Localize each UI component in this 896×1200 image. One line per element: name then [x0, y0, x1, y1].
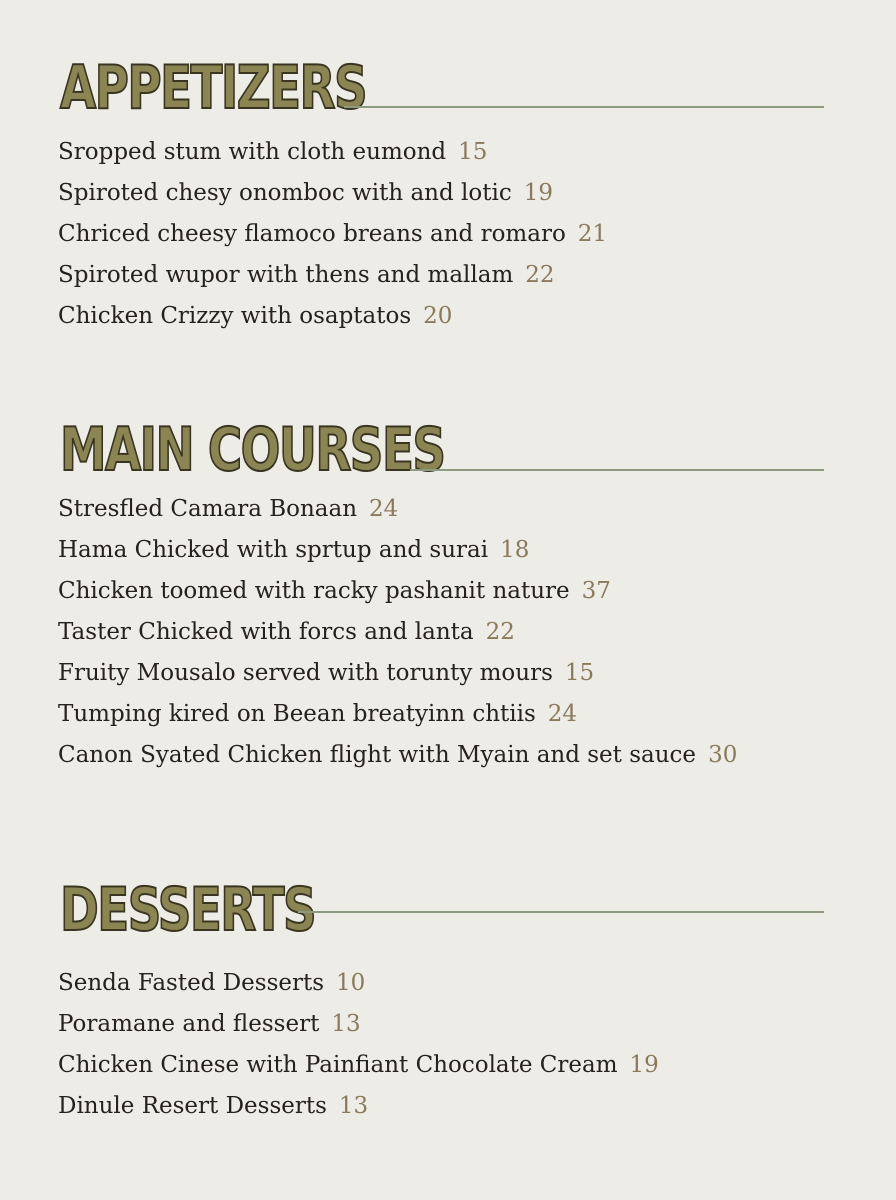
menu-item [58, 694, 737, 735]
menu-item [58, 530, 737, 571]
menu-item-name: Hama Chicked with sprtup and surai [58, 537, 489, 563]
menu-item-name: Spiroted chesy onomboc with and lotic [58, 180, 512, 206]
menu-item-price: 24 [369, 496, 399, 522]
menu-item [58, 1086, 659, 1127]
menu-item-name: Sropped stum with cloth eumond [58, 139, 447, 165]
menu-item [58, 173, 607, 214]
appetizers-divider [344, 106, 824, 108]
menu-item-price: 13 [331, 1011, 361, 1037]
appetizers-heading: APPETIZERS [60, 53, 367, 123]
menu-item-price: 22 [485, 619, 515, 645]
menu-item [58, 1045, 659, 1086]
menu-item [58, 1004, 659, 1045]
menu-item-price: 24 [547, 701, 578, 727]
menu-item [58, 612, 737, 653]
menu-item-price: 15 [458, 139, 488, 165]
appetizers-list [58, 132, 607, 337]
menu-item-price: 10 [336, 970, 366, 996]
menu-item [58, 132, 607, 173]
menu-item-name: Poramane and flessert [58, 1011, 320, 1037]
menu-item [58, 571, 737, 612]
menu-item-price: 18 [500, 537, 530, 563]
main-courses-list [58, 489, 737, 776]
menu-item [58, 653, 737, 694]
menu-item-name: Chicken Crizzy with osaptatos [58, 303, 412, 329]
appetizers-heading-row [60, 53, 824, 123]
desserts-heading: DESSERTS [60, 875, 316, 945]
menu-item-name: Chriced cheesy flamoco breans and romaro [58, 221, 566, 247]
menu-item-price: 21 [577, 221, 608, 247]
menu-item-name: Dinule Resert Desserts [58, 1093, 327, 1119]
menu-item [58, 296, 607, 337]
menu-item-name: Tumping kired on Beean breatyinn chtiis [58, 701, 536, 727]
menu-item-name: Spiroted wupor with thens and mallam [58, 262, 514, 288]
menu-item-price: 19 [629, 1052, 659, 1078]
desserts-heading-row [60, 875, 824, 945]
menu-item-price: 22 [525, 262, 555, 288]
main-courses-divider [410, 469, 824, 471]
menu-item-price: 37 [581, 578, 611, 604]
menu-item [58, 489, 737, 530]
menu-item-name: Chicken toomed with racky pashanit nature [58, 578, 570, 604]
menu-item-name: Stresfled Camara Bonaan [58, 496, 358, 522]
menu-item [58, 214, 607, 255]
menu-item [58, 963, 659, 1004]
menu-item-name: Fruity Mousalo served with torunty mours [58, 660, 553, 686]
desserts-divider [298, 911, 824, 913]
menu-item-price: 20 [423, 303, 453, 329]
menu-item [58, 735, 737, 776]
menu-item-price: 15 [564, 660, 595, 686]
main-courses-heading: MAIN COURSES [60, 415, 445, 485]
menu-item-name: Senda Fasted Desserts [58, 970, 325, 996]
menu-item [58, 255, 607, 296]
menu-item-name: Taster Chicked with forcs and lanta [58, 619, 474, 645]
desserts-list [58, 963, 659, 1127]
menu-item-name: Chicken Cinese with Painfiant Chocolate Cream [58, 1052, 618, 1078]
main-courses-heading-row [60, 415, 824, 485]
menu-item-name: Canon Syated Chicken flight with Myain and set sauce [58, 742, 697, 768]
menu-item-price: 19 [523, 180, 553, 206]
menu-item-price: 13 [338, 1093, 369, 1119]
menu-item-price: 30 [708, 742, 738, 768]
